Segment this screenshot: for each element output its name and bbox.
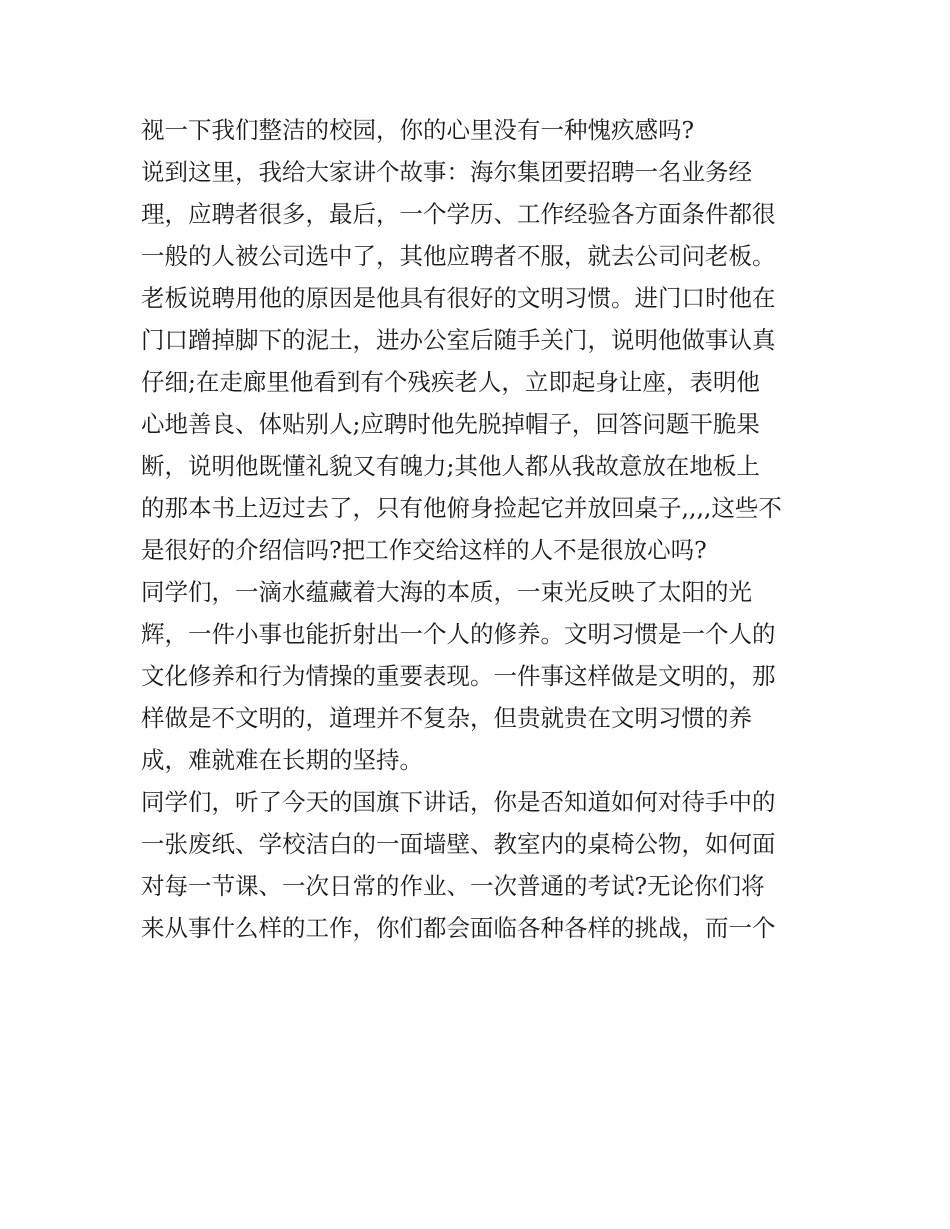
text-line-14: 文化修养和行为情操的重要表现。一件事这样做是文明的，那 — [141, 662, 776, 690]
text-line-8: 心地善良、体贴别人;应聘时他先脱掉帽子，回答问题干脆果 — [141, 410, 760, 438]
text-line-9: 断，说明他既懂礼貌又有魄力;其他人都从我故意放在地板上 — [141, 452, 760, 480]
text-line-15: 样做是不文明的，道理并不复杂，但贵就贵在文明习惯的养 — [141, 704, 752, 732]
text-line-5: 老板说聘用他的原因是他具有很好的文明习惯。进门口时他在 — [141, 284, 776, 312]
text-line-2: 说到这里，我给大家讲个故事：海尔集团要招聘一名业务经 — [141, 158, 752, 186]
text-line-4: 一般的人被公司选中了，其他应聘者不服，就去公司问老板。 — [141, 242, 776, 270]
text-line-12: 同学们，一滴水蕴藏着大海的本质，一束光反映了太阳的光 — [141, 578, 752, 606]
text-line-13: 辉，一件小事也能折射出一个人的修养。文明习惯是一个人的 — [141, 620, 776, 648]
text-line-11: 是很好的介绍信吗?把工作交给这样的人不是很放心吗? — [141, 536, 707, 564]
text-line-6: 门口蹭掉脚下的泥土，进办公室后随手关门，说明他做事认真 — [141, 326, 776, 354]
text-line-7: 仔细;在走廊里他看到有个残疾老人，立即起身让座，表明他 — [141, 368, 760, 396]
text-line-3: 理，应聘者很多，最后，一个学历、工作经验各方面条件都很 — [141, 200, 776, 228]
text-line-16: 成，难就难在长期的坚持。 — [141, 746, 423, 774]
text-line-18: 一张废纸、学校洁白的一面墙壁、教室内的桌椅公物，如何面 — [141, 830, 776, 858]
text-line-10: 的那本书上迈过去了，只有他俯身捡起它并放回桌子,,,,这些不 — [141, 494, 782, 522]
document-body — [141, 109, 821, 949]
text-line-1: 视一下我们整洁的校园，你的心里没有一种愧疚感吗? — [141, 116, 695, 144]
text-line-19: 对每一节课、一次日常的作业、一次普通的考试?无论你们将 — [141, 872, 765, 900]
text-line-17: 同学们，听了今天的国旗下讲话，你是否知道如何对待手中的 — [141, 788, 776, 816]
text-line-20: 来从事什么样的工作，你们都会面临各种各样的挑战，而一个 — [141, 914, 776, 942]
